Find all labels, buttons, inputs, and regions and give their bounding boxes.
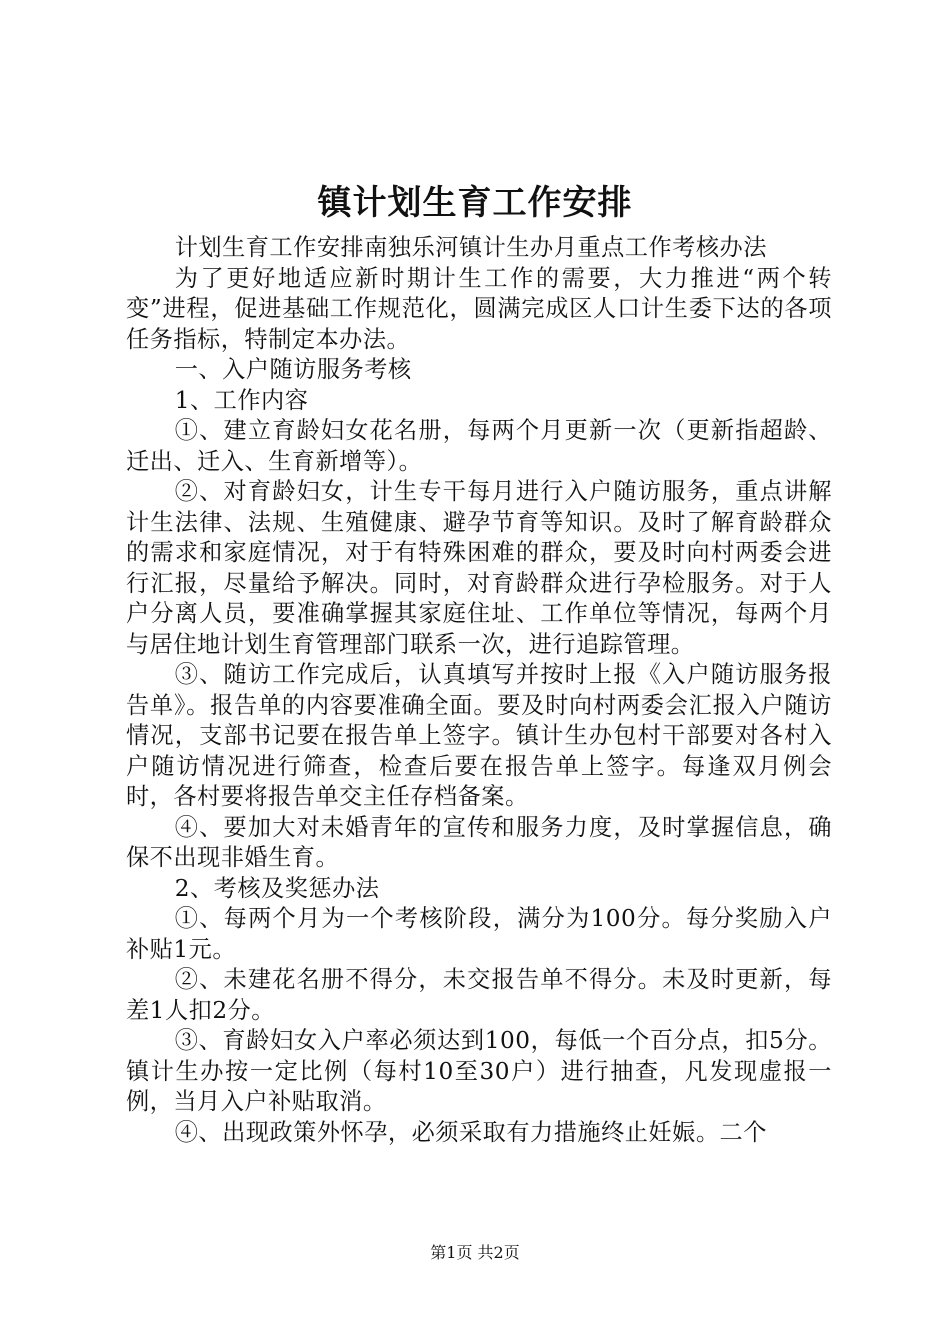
document-body (126, 233, 832, 1148)
paragraph: ③、育龄妇女入户率必须达到100，每低一个百分点，扣5分。镇计生办按一定比例（每村10至30户）进行抽查，凡发现虚报一例，当月入户补贴取消。 (126, 1027, 832, 1115)
paragraph: ④、要加大对未婚青年的宣传和服务力度，及时掌握信息，确保不出现非婚生育。 (126, 813, 832, 871)
section-heading: 一、入户随访服务考核 (174, 356, 412, 383)
paragraph: ①、建立育龄妇女花名册，每两个月更新一次（更新指超龄、迁出、迁入、生育新增等）。 (126, 417, 832, 475)
page-footer: 第1页 共2页 (430, 1243, 520, 1262)
subsection-heading: 2、考核及奖惩办法 (174, 874, 380, 902)
subsection-heading: 1、工作内容 (174, 386, 309, 414)
paragraph: 为了更好地适应新时期计生工作的需要，大力推进“两个转变”进程，促进基础工作规范化，圆满完成区人口计生委下达的各项任务指标，特制定本办法。 (126, 264, 832, 353)
paragraph: ④、出现政策外怀孕，必须采取有力措施终止妊娠。二个 (174, 1118, 767, 1146)
paragraph: ②、对育龄妇女，计生专干每月进行入户随访服务，重点讲解计生法律、法规、生殖健康、避孕节育等知识。及时了解育龄群众的需求和家庭情况，对于有特殊困难的群众，要及时向村两委会进行汇报，尽量给予解决。同时，对育龄群众进行孕检服务。对于人户分离人员，要准确掌握其家庭住址、工作单位等情况，每两个月与居住地计划生育管理部门联系一次，进行追踪管理。 (126, 478, 832, 658)
paragraph: ①、每两个月为一个考核阶段，满分为100分。每分奖励入户补贴1元。 (126, 905, 832, 963)
paragraph: ②、未建花名册不得分，未交报告单不得分。未及时更新，每差1人扣2分。 (126, 966, 832, 1024)
paragraph: ③、随访工作完成后，认真填写并按时上报《入户随访服务报告单》。报告单的内容要准确全面。要及时向村两委会汇报入户随访情况，支部书记要在报告单上签字。镇计生办包村干部要对各村入户随访情况进行筛查，检查后要在报告单上签字。每逢双月例会时，各村要将报告单交主任存档备案。 (126, 661, 832, 810)
paragraph: 计划生育工作安排南独乐河镇计生办月重点工作考核办法 (174, 234, 767, 261)
document-title: 镇计划生育工作安排 (317, 183, 633, 223)
